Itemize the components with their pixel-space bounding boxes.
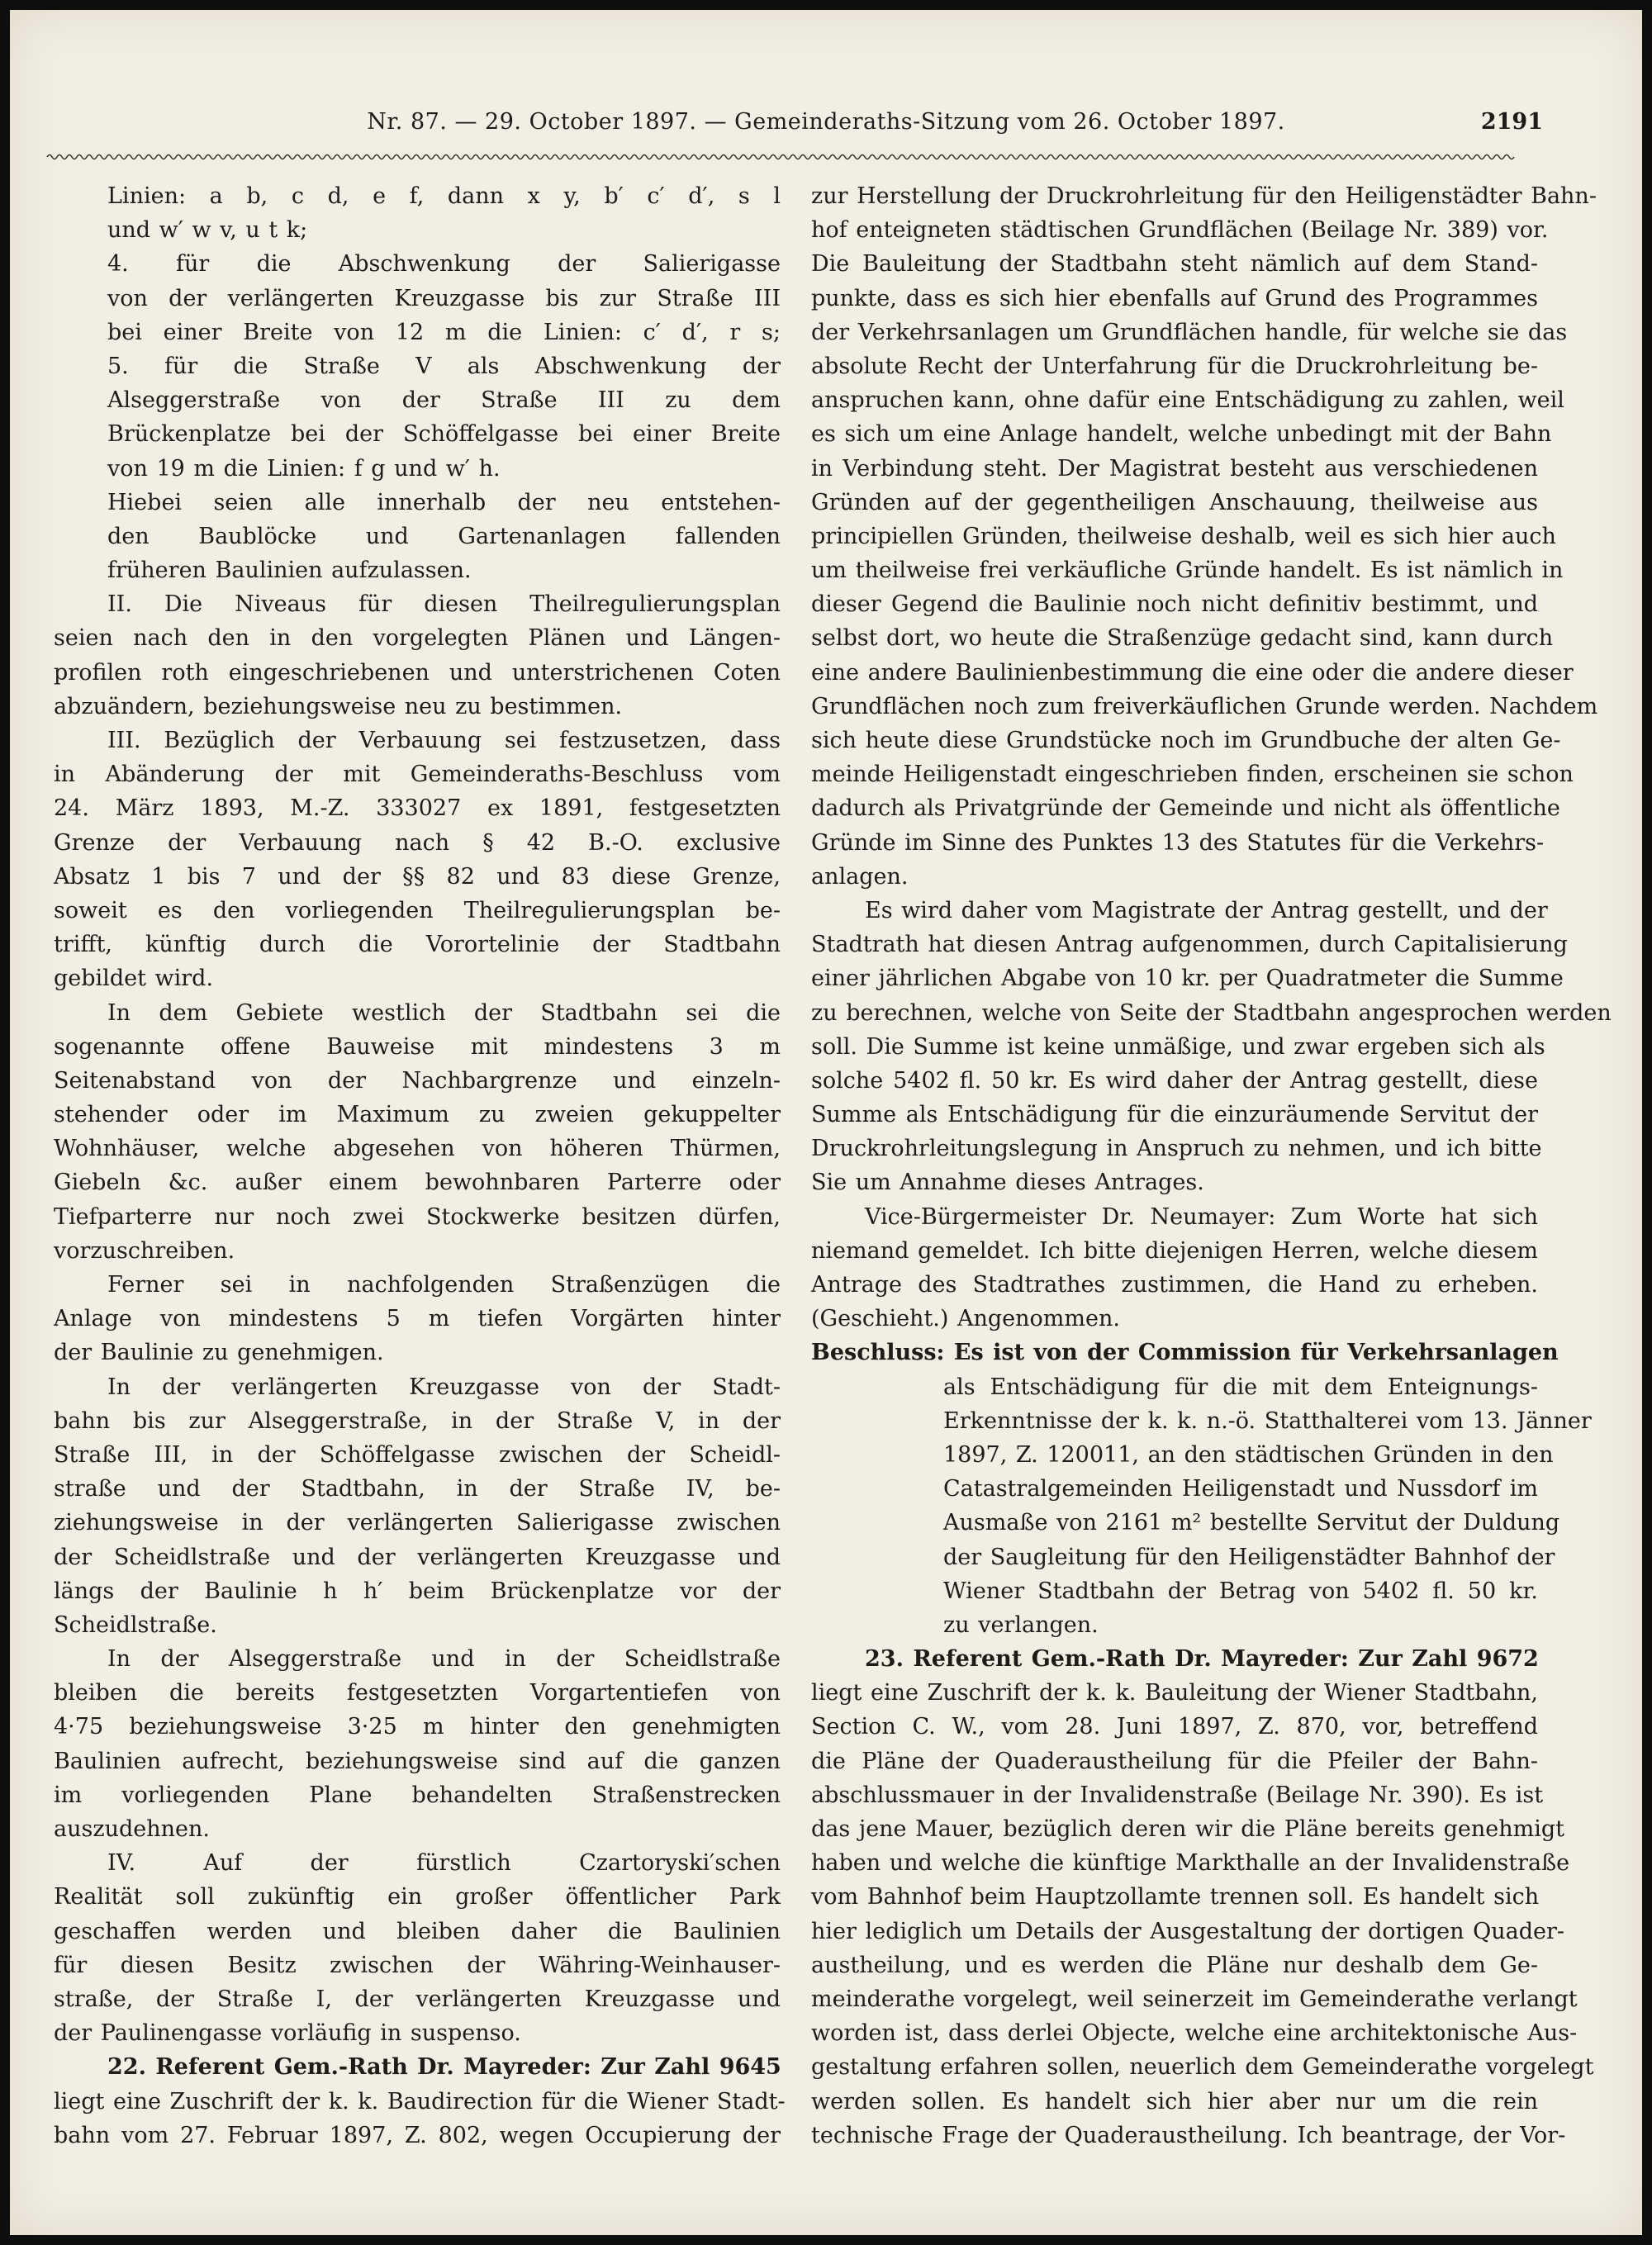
text-line: hof enteigneten städtischen Grundflächen (Beilage Nr. 389) vor. bbox=[811, 217, 1549, 244]
text-line: werden sollen. Es handelt sich hier aber nur um die rein bbox=[811, 2088, 1538, 2114]
text-line: 4. für die Abschwenkung der Salierigasse bbox=[107, 251, 781, 278]
text-line: und w′ w v, u t k; bbox=[107, 217, 308, 244]
text-line: von der verlängerten Kreuzgasse bis zur Straße III bbox=[107, 285, 781, 311]
text-line: einer jährlichen Abgabe von 10 kr. per Quadratmeter die Summe bbox=[811, 966, 1564, 992]
text-line: selbst dort, wo heute die Straßenzüge gedacht sind, kann durch bbox=[811, 625, 1554, 652]
text-line: Tiefparterre nur noch zwei Stockwerke besitzen dürfen, bbox=[54, 1203, 781, 1230]
text-line: 1897, Z. 120011, an den städtischen Gründen in den bbox=[943, 1441, 1554, 1468]
text-line: geschaffen werden und bleiben daher die Baulinien bbox=[54, 1918, 781, 1944]
page-header bbox=[10, 102, 1642, 144]
text-line: auszudehnen. bbox=[54, 1816, 210, 1842]
text-line: vorzuschreiben. bbox=[54, 1237, 235, 1264]
text-line: Erkenntnisse der k. k. n.-ö. Statthalterei vom 13. Jänner bbox=[943, 1407, 1592, 1434]
text-line: zu verlangen. bbox=[943, 1611, 1099, 1638]
text-line: principiellen Gründen, theilweise deshalb, weil es sich hier auch bbox=[811, 523, 1556, 549]
text-line: straße und der Stadtbahn, in der Straße IV, be- bbox=[54, 1476, 781, 1502]
text-line: stehender oder im Maximum zu zweien gekuppelter bbox=[54, 1102, 781, 1128]
text-line: Absatz 1 bis 7 und der §§ 82 und 83 diese Grenze, bbox=[54, 863, 781, 890]
text-line: worden ist, dass derlei Objecte, welche eine architektonische Aus- bbox=[811, 2020, 1578, 2047]
running-head: Nr. 87. — 29. October 1897. — Gemeinderaths-Sitzung vom 26. October 1897. bbox=[367, 109, 1285, 135]
text-line: zur Herstellung der Druckrohrleitung für den Heiligenstädter Bahn- bbox=[811, 183, 1597, 209]
text-line: dieser Gegend die Baulinie noch nicht definitiv bestimmt, und bbox=[811, 591, 1538, 618]
wavy-rule-graphic bbox=[47, 152, 1513, 162]
text-line: eine andere Baulinienbestimmung die eine oder die andere dieser bbox=[811, 659, 1574, 686]
text-line: Alseggerstraße von der Straße III zu dem bbox=[107, 387, 781, 414]
text-line: im vorliegenden Plane behandelten Straßenstrecken bbox=[54, 1782, 781, 1808]
text-line: früheren Baulinien aufzulassen. bbox=[107, 558, 472, 584]
text-line: Beschluss: Es ist von der Commission für Verkehrsanlagen bbox=[811, 1340, 1559, 1366]
text-line: Anlage von mindestens 5 m tiefen Vorgärten hinter bbox=[54, 1306, 781, 1332]
text-line: um theilweise frei verkäufliche Gründe handelt. Es ist nämlich in bbox=[811, 558, 1564, 584]
text-line: Antrage des Stadtrathes zustimmen, die Hand zu erheben. bbox=[811, 1272, 1538, 1298]
text-line: 24. März 1893, M.-Z. 333027 ex 1891, festgesetzten bbox=[54, 795, 781, 822]
text-line: Gründen auf der gegentheiligen Anschauung, theilweise aus bbox=[811, 489, 1538, 515]
text-line: gestaltung erfahren sollen, neuerlich dem Gemeinderathe vorgelegt bbox=[811, 2054, 1594, 2081]
text-line: austheilung, und es werden die Pläne nur deshalb dem Ge- bbox=[811, 1952, 1538, 1978]
text-line: 22. Referent Gem.-Rath Dr. Mayreder: Zur Zahl 9645 bbox=[107, 2054, 781, 2081]
right-column bbox=[811, 179, 1612, 2148]
text-line: es sich um eine Anlage handelt, welche unbedingt mit der Bahn bbox=[811, 421, 1552, 448]
text-line: Giebeln &c. außer einem bewohnbaren Parterre oder bbox=[54, 1170, 781, 1196]
text-line: Wohnhäuser, welche abgesehen von höheren Thürmen, bbox=[54, 1136, 781, 1162]
text-line: in Verbindung steht. Der Magistrat besteht aus verschiedenen bbox=[811, 455, 1538, 482]
text-line: soll. Die Summe ist keine unmäßige, und zwar ergeben sich als bbox=[811, 1033, 1545, 1060]
text-line: niemand gemeldet. Ich bitte diejenigen Herren, welche diesem bbox=[811, 1237, 1538, 1264]
text-line: trifft, künftig durch die Vorortelinie der Stadtbahn bbox=[54, 932, 781, 958]
text-line: 5. für die Straße V als Abschwenkung der bbox=[107, 353, 781, 379]
text-line: punkte, dass es sich hier ebenfalls auf Grund des Programmes bbox=[811, 285, 1538, 311]
text-line: meinderathe vorgelegt, weil seinerzeit im Gemeinderathe verlangt bbox=[811, 1986, 1578, 2012]
text-line: Summe als Entschädigung für die einzuräumende Servitut der bbox=[811, 1102, 1538, 1128]
text-line: Hiebei seien alle innerhalb der neu entstehen- bbox=[107, 489, 781, 515]
text-line: Stadtrath hat diesen Antrag aufgenommen, durch Capitalisierung bbox=[811, 932, 1568, 958]
page-number: 2191 bbox=[1480, 109, 1543, 135]
text-line: Vice-Bürgermeister Dr. Neumayer: Zum Worte hat sich bbox=[865, 1203, 1538, 1230]
text-line: Scheidlstraße. bbox=[54, 1611, 217, 1638]
text-line: Catastralgemeinden Heiligenstadt und Nussdorf im bbox=[943, 1476, 1538, 1502]
text-line: gebildet wird. bbox=[54, 966, 214, 992]
text-line: anlagen. bbox=[811, 863, 909, 890]
text-line: In dem Gebiete westlich der Stadtbahn sei die bbox=[107, 999, 781, 1026]
left-column bbox=[54, 179, 786, 2148]
text-line: haben und welche die künftige Markthalle an der Invalidenstraße bbox=[811, 1850, 1570, 1877]
text-line: (Geschieht.) Angenommen. bbox=[811, 1306, 1120, 1332]
text-line: Brückenplatze bei der Schöffelgasse bei einer Breite bbox=[107, 421, 781, 448]
text-line: solche 5402 fl. 50 kr. Es wird daher der Antrag gestellt, diese bbox=[811, 1067, 1538, 1094]
text-line: Baulinien aufrecht, beziehungsweise sind auf die ganzen bbox=[54, 1748, 781, 1774]
text-line: bahn vom 27. Februar 1897, Z. 802, wegen Occupierung der bbox=[54, 2122, 781, 2148]
text-line: der Baulinie zu genehmigen. bbox=[54, 1340, 384, 1366]
text-line: anspruchen kann, ohne dafür eine Entschädigung zu zahlen, weil bbox=[811, 387, 1564, 414]
text-line: Ausmaße von 2161 m² bestellte Servitut der Duldung bbox=[943, 1510, 1560, 1536]
text-line: sich heute diese Grundstücke noch im Grundbuche der alten Ge- bbox=[811, 728, 1561, 753]
text-line: für diesen Besitz zwischen der Währing-Weinhauser- bbox=[54, 1952, 781, 1978]
text-line: zu berechnen, welche von Seite der Stadtbahn angesprochen werden bbox=[811, 999, 1612, 1026]
text-line: liegt eine Zuschrift der k. k. Bauleitung der Wiener Stadtbahn, bbox=[811, 1680, 1538, 1706]
text-line: seien nach den in den vorgelegten Plänen und Längen- bbox=[54, 625, 781, 652]
text-line: Linien: a b, c d, e f, dann x y, b′ c′ d′, s l bbox=[107, 183, 781, 209]
text-line: II. Die Niveaus für diesen Theilregulierungsplan bbox=[107, 591, 781, 618]
text-line: sogenannte offene Bauweise mit mindestens 3 m bbox=[54, 1033, 781, 1060]
text-line: profilen roth eingeschriebenen und unterstrichenen Coten bbox=[54, 659, 781, 686]
text-line: Gründe im Sinne des Punktes 13 des Statutes für die Verkehrs- bbox=[811, 829, 1545, 856]
text-line: III. Bezüglich der Verbauung sei festzusetzen, dass bbox=[107, 728, 781, 753]
newspaper-page bbox=[10, 10, 1642, 2235]
text-line: Grenze der Verbauung nach § 42 B.-O. exclusive bbox=[54, 829, 781, 856]
text-line: soweit es den vorliegenden Theilregulierungsplan be- bbox=[54, 897, 781, 923]
text-line: die Pläne der Quaderaustheilung für die Pfeiler der Bahn- bbox=[811, 1748, 1538, 1774]
text-line: das jene Mauer, bezüglich deren wir die Pläne bereits genehmigt bbox=[811, 1816, 1565, 1842]
text-line: ziehungsweise in der verlängerten Salierigasse zwischen bbox=[54, 1510, 781, 1536]
text-line: bleiben die bereits festgesetzten Vorgartentiefen von bbox=[54, 1680, 781, 1706]
text-line: In der verlängerten Kreuzgasse von der Stadt- bbox=[107, 1374, 781, 1400]
text-line: von 19 m die Linien: f g und w′ h. bbox=[107, 455, 501, 482]
text-line: bei einer Breite von 12 m die Linien: c′ d′, r s; bbox=[107, 319, 781, 345]
text-line: Seitenabstand von der Nachbargrenze und einzeln- bbox=[54, 1067, 781, 1094]
text-line: als Entschädigung für die mit dem Enteignungs- bbox=[943, 1374, 1538, 1400]
text-line: der Verkehrsanlagen um Grundflächen handle, für welche sie das bbox=[811, 319, 1568, 345]
text-line: hier lediglich um Details der Ausgestaltung der dortigen Quader- bbox=[811, 1918, 1565, 1944]
text-line: Realität soll zukünftig ein großer öffentlicher Park bbox=[54, 1884, 781, 1910]
header-wavy-rule bbox=[47, 152, 1513, 162]
text-line: Die Bauleitung der Stadtbahn steht nämlich auf dem Stand- bbox=[811, 251, 1538, 278]
text-line: der Saugleitung für den Heiligenstädter Bahnhof der bbox=[943, 1544, 1555, 1570]
text-line: in Abänderung der mit Gemeinderaths-Beschluss vom bbox=[54, 762, 781, 788]
text-line: technische Frage der Quaderaustheilung. Ich beantrage, der Vor- bbox=[811, 2122, 1566, 2148]
text-line: In der Alseggerstraße und in der Scheidlstraße bbox=[107, 1646, 781, 1673]
text-line: Ferner sei in nachfolgenden Straßenzügen die bbox=[107, 1272, 781, 1298]
text-line: liegt eine Zuschrift der k. k. Baudirection für die Wiener Stadt- bbox=[54, 2088, 786, 2114]
text-line: meinde Heiligenstadt eingeschrieben finden, erscheinen sie schon bbox=[811, 762, 1574, 788]
text-line: dadurch als Privatgründe der Gemeinde und nicht als öffentliche bbox=[811, 795, 1560, 822]
text-line: IV. Auf der fürstlich Czartoryski′schen bbox=[107, 1850, 781, 1877]
text-line: Straße III, in der Schöffelgasse zwischen der Scheidl- bbox=[54, 1441, 781, 1468]
text-line: abzuändern, beziehungsweise neu zu bestimmen. bbox=[54, 693, 623, 719]
text-line: 23. Referent Gem.-Rath Dr. Mayreder: Zur Zahl 9672 bbox=[865, 1646, 1539, 1673]
text-line: Section C. W., vom 28. Juni 1897, Z. 870, vor, betreffend bbox=[811, 1714, 1538, 1740]
text-line: Es wird daher vom Magistrate der Antrag gestellt, und der bbox=[865, 897, 1548, 923]
text-line: Sie um Annahme dieses Antrages. bbox=[811, 1170, 1204, 1196]
text-line: 4·75 beziehungsweise 3·25 m hinter den genehmigten bbox=[54, 1714, 781, 1740]
text-line: den Baublöcke und Gartenanlagen fallenden bbox=[107, 523, 781, 549]
text-line: vom Bahnhof beim Hauptzollamte trennen soll. Es handelt sich bbox=[811, 1884, 1540, 1910]
text-line: längs der Baulinie h h′ beim Brückenplatze vor der bbox=[54, 1578, 781, 1604]
text-line: Wiener Stadtbahn der Betrag von 5402 fl. 50 kr. bbox=[943, 1578, 1538, 1604]
text-line: absolute Recht der Unterfahrung für die Druckrohrleitung be- bbox=[811, 353, 1538, 379]
text-line: abschlussmauer in der Invalidenstraße (Beilage Nr. 390). Es ist bbox=[811, 1782, 1544, 1808]
text-line: bahn bis zur Alseggerstraße, in der Straße V, in der bbox=[54, 1407, 781, 1434]
text-line: Druckrohrleitungslegung in Anspruch zu nehmen, und ich bitte bbox=[811, 1136, 1542, 1162]
text-line: der Scheidlstraße und der verlängerten Kreuzgasse und bbox=[54, 1544, 781, 1570]
text-line: straße, der Straße I, der verlängerten Kreuzgasse und bbox=[54, 1986, 781, 2012]
text-line: Grundflächen noch zum freiverkäuflichen Grunde werden. Nachdem bbox=[811, 693, 1598, 719]
text-line: der Paulinengasse vorläufig in suspenso. bbox=[54, 2020, 521, 2047]
